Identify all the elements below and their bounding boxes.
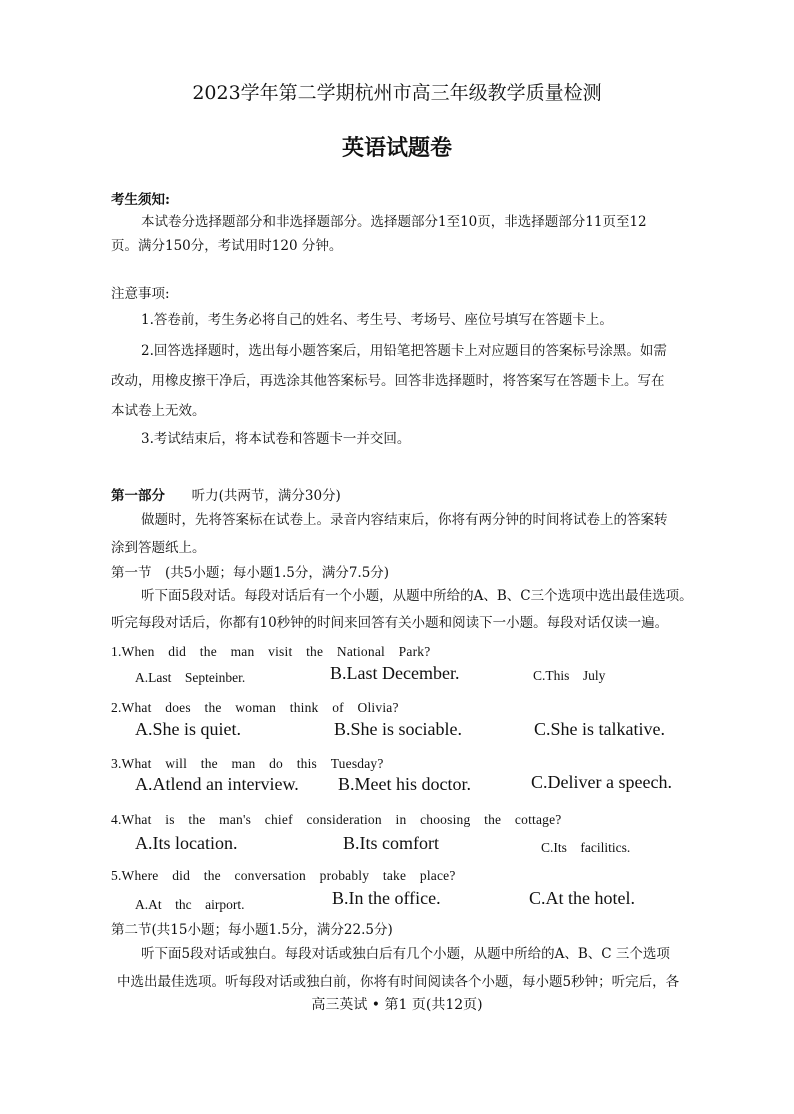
notice-line-2: 页。满分150分，考试用时120 分钟。 [111,238,343,254]
notice-heading: 考生须知: [111,192,170,208]
part1-instr-line-1: 做题时，先将答案标在试卷上。录音内容结束后，你将有两分钟的时间将试卷上的答案转 [141,512,668,528]
question-2-option-c: C.She is talkative. [534,719,665,739]
question-3-option-a: A.Atlend an interview. [135,774,299,794]
question-1-option-b: B.Last December. [330,663,460,683]
attention-item-2-line-2: 改动，用橡皮擦干净后，再选涂其他答案标号。回答非选择题时，将答案写在答题卡上。写在 [111,373,665,389]
question-4-option-a: A.Its location. [135,833,238,853]
question-5-option-c: C.At the hotel. [529,888,635,908]
question-5-option-b: B.In the office. [332,888,441,908]
section2-heading: 第二节(共15小题；每小题1.5分，满分22.5分) [111,922,393,938]
attention-item-3: 3.考试结束后，将本试卷和答题卡一并交回。 [141,431,411,447]
question-1-option-a: A.Last Septeinber. [135,670,246,685]
question-4-option-b: B.Its comfort [343,833,439,853]
question-5: 5.Where did the conversation probably take place? [111,868,456,883]
question-1: 1.When did the man visit the National Park? [111,644,431,659]
attention-item-2-line-1: 2.回答选择题时，选出每小题答案后，用铅笔把答题卡上对应题目的答案标号涂黑。如需 [141,343,667,359]
part1-heading [111,484,341,504]
section1-heading: 第一节 (共5小题；每小题1.5分，满分7.5分) [111,565,390,581]
question-2: 2.What does the woman think of Olivia? [111,700,399,715]
section1-instr-line-2: 听完每段对话后，你都有10秒钟的时间来回答有关小题和阅读下一小题。每段对话仅读一遍。 [111,615,669,631]
question-2-option-a: A.She is quiet. [135,719,241,739]
exam-subtitle: 英语试题卷 [341,135,452,161]
notice-line-1: 本试卷分选择题部分和非选择题部分。选择题部分1至10页，非选择题部分11页至12 [141,214,647,230]
attention-heading: 注意事项: [111,286,170,302]
question-2-option-b: B.She is sociable. [334,719,462,739]
page-footer: 高三英试 • 第1 页(共12页) [311,997,483,1013]
question-4: 4.What is the man's chief consideration in choosing the cottage? [111,812,562,827]
part1-label: 第一部分 [111,488,165,504]
question-3-option-b: B.Meet his doctor. [338,774,471,794]
question-5-option-a: A.At thc airport. [135,897,245,912]
attention-item-2-line-3: 本试卷上无效。 [111,403,206,419]
section2-instr-line-1: 听下面5段对话或独白。每段对话或独白后有几个小题，从题中所给的A、B、C 三个选项 [141,946,670,962]
section1-instr-line-1: 听下面5段对话。每段对话后有一个小题，从题中所给的A、B、C三个选项中选出最佳选项。 [141,588,693,604]
section2-instr-line-2: 中选出最佳选项。听每段对话或独白前，你将有时间阅读各个小题，每小题5秒钟；听完后，各 [117,974,680,990]
attention-item-1: 1.答卷前，考生务必将自己的姓名、考生号、考场号、座位号填写在答题卡上。 [141,312,613,328]
part1-instr-line-2: 涂到答题纸上。 [111,540,206,556]
question-3-option-c: C.Deliver a speech. [531,772,672,792]
question-1-option-c: C.This July [533,668,606,683]
exam-title: 2023学年第二学期杭州市高三年级教学质量检测 [192,82,602,104]
question-3: 3.What will the man do this Tuesday? [111,756,384,771]
question-4-option-c: C.Its facilitics. [541,840,631,855]
part1-title: 听力(共两节，满分30分) [191,488,341,504]
